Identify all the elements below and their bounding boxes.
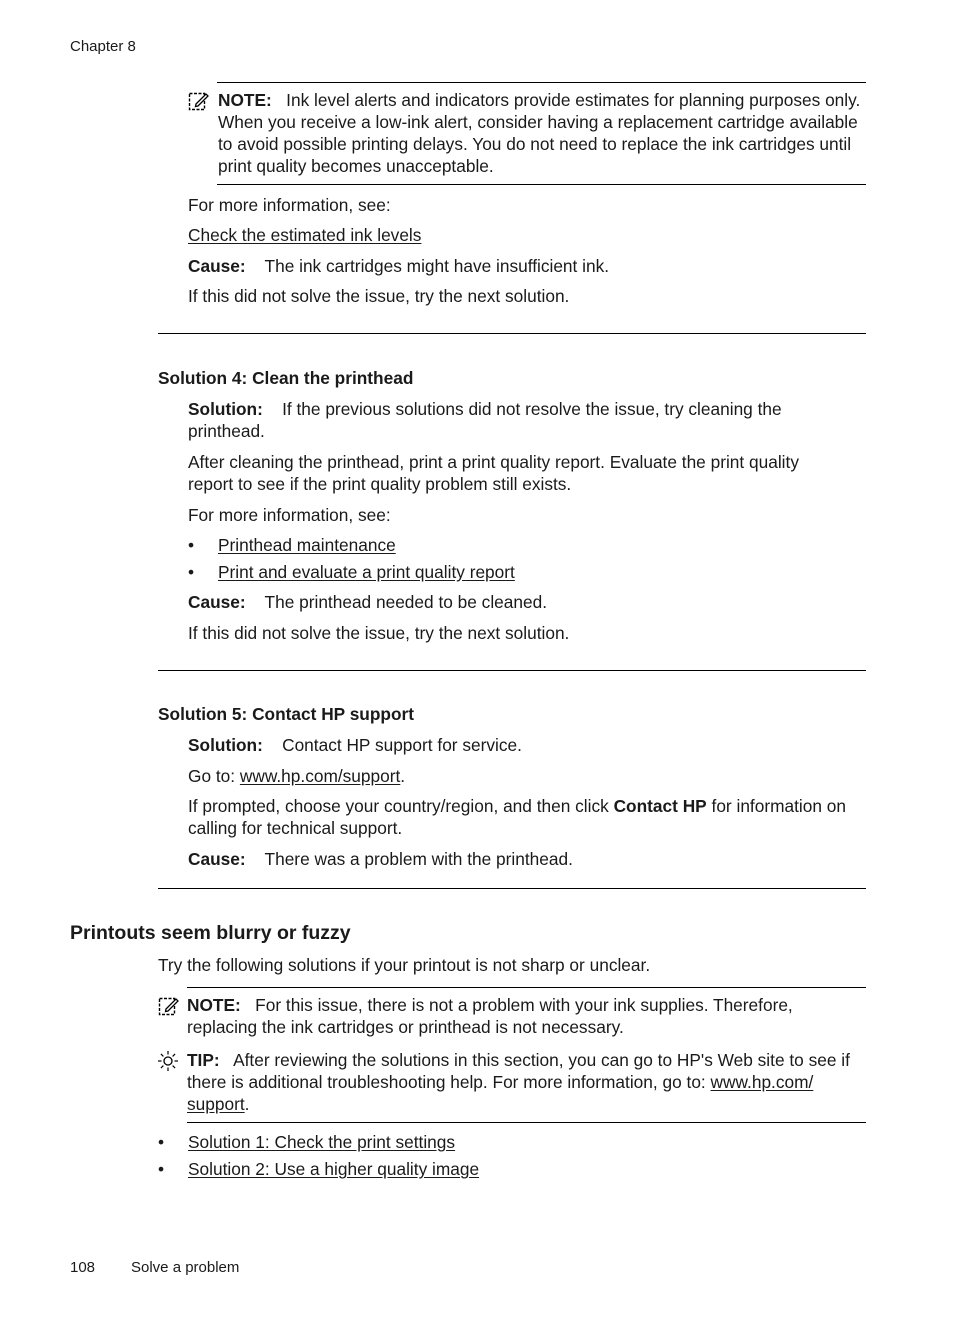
link-check-ink-levels[interactable]: Check the estimated ink levels (188, 225, 422, 245)
divider (158, 333, 866, 334)
note-2 (187, 994, 847, 1038)
solution-5-text (188, 734, 522, 756)
solution-4-paragraph: After cleaning the printhead, print a print quality report. Evaluate the print quality report to see if the print quality problem still exists. (188, 452, 799, 494)
bullet: • (158, 1159, 165, 1179)
tip (187, 1049, 868, 1115)
cause-label: Cause: (188, 592, 246, 612)
prompt-text: If prompted, choose your country/region, and then click (188, 796, 609, 816)
link-printhead-maintenance[interactable]: Printhead maintenance (218, 535, 396, 555)
solution-label: Solution: (188, 399, 263, 419)
goto-line (188, 765, 405, 787)
divider (158, 888, 866, 889)
cause-text: There was a problem with the printhead. (264, 849, 573, 869)
more-info-text: For more information, see: (188, 505, 391, 525)
solution-label: Solution: (188, 735, 263, 755)
divider (187, 987, 866, 988)
cause-text: The printhead needed to be cleaned. (264, 592, 548, 612)
link-print-quality-report[interactable]: Print and evaluate a print quality report (218, 562, 515, 582)
divider (187, 1122, 866, 1123)
prompt-paragraph (188, 795, 868, 839)
next-solution-text: If this did not solve the issue, try the next solution. (188, 623, 570, 643)
link-solution-1[interactable]: Solution 1: Check the print settings (188, 1132, 456, 1152)
running-header: Chapter 8 (70, 38, 136, 55)
more-info-text: For more information, see: (188, 195, 391, 215)
note-label: NOTE: (218, 90, 272, 110)
cause-line (188, 255, 609, 277)
bullet: • (188, 535, 195, 555)
link-solution-2[interactable]: Solution 2: Use a higher quality image (188, 1159, 480, 1179)
note-label: NOTE: (187, 995, 241, 1015)
solution-4-heading: Solution 4: Clean the printhead (158, 368, 414, 388)
note-pencil-icon (188, 90, 210, 112)
footer-section-name: Solve a problem (131, 1259, 240, 1276)
divider (158, 670, 866, 671)
section-intro: Try the following solutions if your printout is not sharp or unclear. (158, 955, 651, 975)
cause-line (188, 591, 547, 613)
note-text: Ink level alerts and indicators provide estimates for planning purposes only. When you receive a low-ink alert, consider having a replacement cartridge available to avoid possible printing delays. You do not need to replace the ink cartridges until print quality becomes unacceptable. (218, 90, 861, 176)
divider (217, 184, 866, 185)
bullet: • (158, 1132, 165, 1152)
note-1 (218, 89, 868, 177)
tip-suffix: . (244, 1094, 250, 1114)
goto-suffix: . (400, 766, 406, 786)
note-text: For this issue, there is not a problem with your ink supplies. Therefore, replacing the ink cartridges or printhead is not necessary. (187, 995, 793, 1037)
contact-hp-label: Contact HP (613, 796, 707, 816)
lightbulb-icon (157, 1050, 179, 1072)
cause-line (188, 848, 573, 870)
divider (217, 82, 866, 83)
next-solution-text: If this did not solve the issue, try the next solution. (188, 286, 570, 306)
cause-label: Cause: (188, 849, 246, 869)
solution-text: If the previous solutions did not resolve the issue, try cleaning the printhead. (188, 399, 782, 441)
prompt-text: for information on calling for technical support. (188, 796, 846, 838)
page-number: 108 (70, 1259, 96, 1276)
link-hp-support[interactable]: www.hp.com/ (710, 1072, 814, 1092)
bullet: • (188, 562, 195, 582)
tip-label: TIP: (187, 1050, 220, 1070)
solution-5-heading: Solution 5: Contact HP support (158, 704, 415, 724)
cause-text: The ink cartridges might have insufficient ink. (264, 256, 610, 276)
link-hp-support[interactable]: www.hp.com/support (239, 766, 401, 786)
section-heading: Printouts seem blurry or fuzzy (70, 922, 351, 944)
link-hp-support[interactable]: support (187, 1094, 245, 1114)
cause-label: Cause: (188, 256, 246, 276)
goto-prefix: Go to: (188, 766, 236, 786)
tip-text: After reviewing the solutions in this section, you can go to HP's Web site to see if there is additional troubleshooting help. For more information, go to: (187, 1050, 850, 1092)
solution-text: Contact HP support for service. (282, 735, 522, 755)
note-pencil-icon (158, 995, 180, 1017)
solution-4-text (188, 398, 848, 442)
